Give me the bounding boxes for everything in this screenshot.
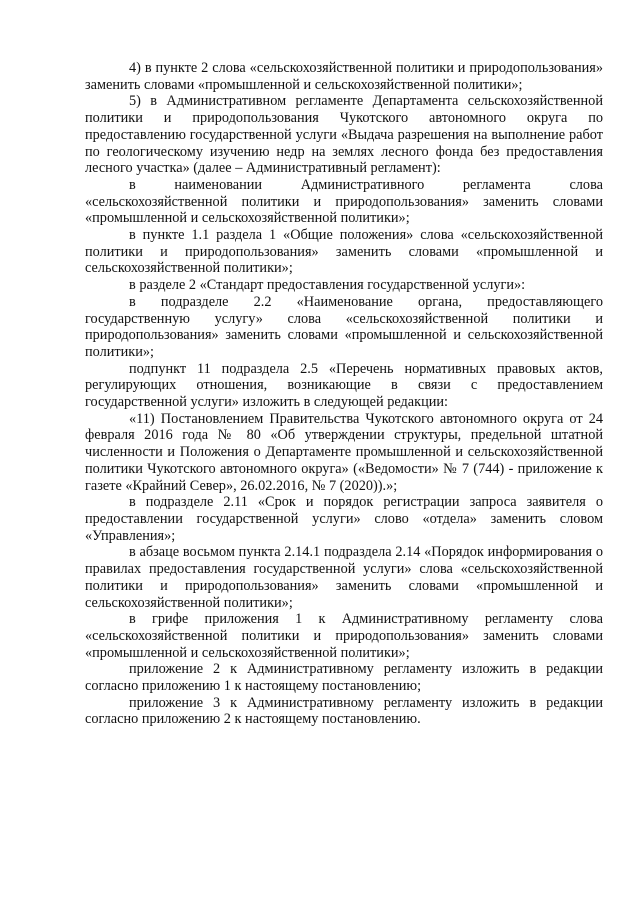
paragraph-section-2: в разделе 2 «Стандарт предоставления государственной услуги»: <box>129 277 526 294</box>
paragraph-point-11-quote: «11) Постановлением Правительства Чукотского автономного округа от 24 февраля 2016 года № 80 «Об утверждении структуры, предельной штатной численности и Положения о Департаменте промышленной и сельскохозяйственной политики Чукотского автономного округа» («Ведомости» № 7 (744) - приложение к газете «Крайний Север», 26.02.2016, № 7 (2020)).»; <box>85 410 603 494</box>
paragraph-appendix-3: приложение 3 к Административному регламенту изложить в редакции согласно приложению 2 к настоящему постановлению. <box>85 694 603 728</box>
paragraph-item-4: 4) в пункте 2 слова «сельскохозяйственной политики и природопользования» заменить словами «промышленной и сельскохозяйственной политики»; <box>85 60 603 93</box>
paragraph-item-5: 5) в Административном регламенте Департамента сельскохозяйственной политики и природопользования Чукотского автономного округа по предоставлению государственной услуги «Выдача разрешения на выполнение работ по геологическому изучению недр на землях лесного фонда без предоставления лесного участка» (далее – Административный регламент): <box>85 93 603 177</box>
paragraph-appendix-2: приложение 2 к Административному регламенту изложить в редакции согласно приложению 1 к настоящему постановлению; <box>85 661 603 695</box>
paragraph-point-1-1: в пункте 1.1 раздела 1 «Общие положения» слова «сельскохозяйственной политики и природопользования» заменить словами «промышленной и сельскохозяйственной политики»; <box>85 227 603 277</box>
paragraph-point-2-14-1: в абзаце восьмом пункта 2.14.1 подраздела 2.14 «Порядок информирования о правилах предоставления государственной услуги» слова «сельскохозяйственной политики и природопользования» заменить словами «промышленной и сельскохозяйственной политики»; <box>85 544 603 611</box>
paragraph-subsection-2-2: в подразделе 2.2 «Наименование органа, предоставляющего государственную услугу» слова «сельскохозяйственной политики и природопользования» заменить словами «промышленной и сельскохозяйственной политики»; <box>85 293 603 360</box>
paragraph-appendix-1-header: в грифе приложения 1 к Административному регламенту слова «сельскохозяйственной политики и природопользования» заменить словами «промышленной и сельскохозяйственной политики»; <box>85 611 603 661</box>
paragraph-regulation-name: в наименовании Административного регламента слова «сельскохозяйственной политики и природопользования» заменить словами «промышленной и сельскохозяйственной политики»; <box>85 176 603 227</box>
document-page <box>85 60 603 728</box>
paragraph-subsection-2-5: подпункт 11 подраздела 2.5 «Перечень нормативных правовых актов, регулирующих отношения, возникающие в связи с предоставлением государственной услуги» изложить в следующей редакции: <box>85 360 603 411</box>
paragraph-subsection-2-11: в подразделе 2.11 «Срок и порядок регистрации запроса заявителя о предоставлении государственной услуги» слово «отдела» заменить словом «Управления»; <box>85 494 603 544</box>
